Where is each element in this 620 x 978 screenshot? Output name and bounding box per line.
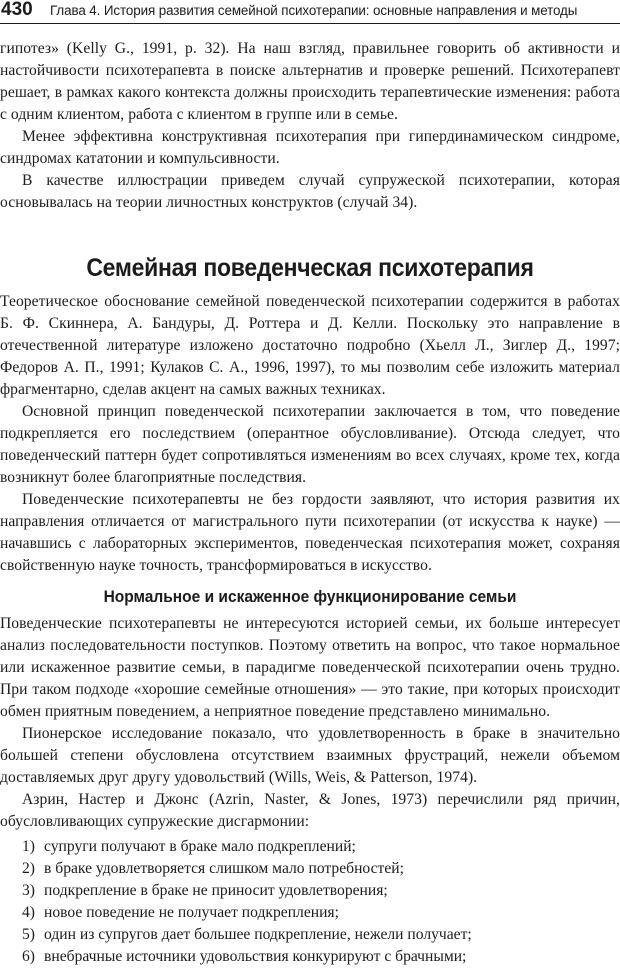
paragraph: Менее эффективна конструктивная психотерапия при гипердинамическом синдроме, синдромах кататонии и компульсивности.	[0, 128, 620, 167]
section-text	[0, 291, 620, 577]
list-item-text: новое поведение не получает подкрепления;	[44, 904, 339, 921]
paragraph: Теоретическое обоснование семейной поведенческой психотерапии содержится в работах Б. Ф. Скиннера, А. Бандуры, Д. Роттера и Д. Келли. Поскольку это направление в отечественной литературе изложено достаточно подробно (Хьелл Л., Зиглер Д., 1997; Федоров А. П., 1991; Кулаков С. А., 1996, 1997), то мы позволим себе изложить материал фрагментарно, сделав акцент на самых важных техниках.	[0, 293, 620, 398]
list-item	[0, 858, 620, 880]
paragraph: Основной принцип поведенческой психотерапии заключается в том, что поведение подкрепляется его последствием (оперантное обусловливание). Отсюда следует, что поведенческий паттерн будет сопротивляться изменениям во всех случаях, кроме тех, когда возникнут более благоприятные последствия.	[0, 403, 620, 486]
list-item-number: 2)	[22, 860, 35, 877]
list-item-number: 5)	[22, 926, 35, 943]
list-item-number: 1)	[22, 838, 35, 855]
paragraph: Поведенческие психотерапевты не интересуются историей семьи, их больше интересует анализ последовательности поступков. Поэтому ответить на вопрос, что такое нормальное или искаженное развитие семьи, в парадигме поведенческой психотерапии очень трудно. При таком подходе «хорошие семейные отношения» — это такие, при которых происходит обмен приятным поведением, а неприятное поведение представлено минимально.	[0, 615, 620, 720]
list-item	[0, 836, 620, 858]
list-item	[0, 946, 620, 968]
list-item-number: 4)	[22, 904, 35, 921]
list-item-number: 3)	[22, 882, 35, 899]
subsection-title: Нормальное и искаженное функционирование семьи	[103, 588, 517, 606]
paragraph: Азрин, Настер и Джонс (Azrin, Naster, & Jones, 1973) перечислили ряд причин, обусловливающих супружеские дисгармонии:	[0, 791, 620, 830]
paragraph: гипотез» (Kelly G., 1991, p. 32). На наш взгляд, правильнее говорить об активности и настойчивости психотерапевта в поиске альтернатив и проверке решений. Психотерапевт решает, в рамках какого контекста должны происходить терапевтические изменения: работа с одним клиентом, работа с клиентом в группе или в семье.	[0, 40, 620, 123]
running-head: Глава 4. История развития семейной психотерапии: основные направления и методы	[50, 3, 578, 18]
subsection-text	[0, 613, 620, 833]
causes-list	[0, 836, 620, 968]
intro-text	[0, 38, 620, 214]
list-item-text: внебрачные источники удовольствия конкурируют с брачными;	[44, 948, 467, 965]
list-item-text: супруги получают в браке мало подкреплений;	[44, 838, 356, 855]
list-item	[0, 902, 620, 924]
paragraph: В качестве иллюстрации приведем случай супружеской психотерапии, которая основывалась на теории личностных конструктов (случай 34).	[0, 172, 620, 211]
list-item-text: один из супругов дает большее подкрепление, нежели получает;	[44, 926, 472, 943]
paragraph: Поведенческие психотерапевты не без гордости заявляют, что история развития их направления отличается от магистрального пути психотерапии (от искусства к науке) — начавшись с лабораторных экспериментов, поведенческая психотерапия может, сохраняя свойственную науке точность, трансформироваться в искусство.	[0, 491, 620, 574]
paragraph: Пионерское исследование показало, что удовлетворенность в браке в значительно большей степени обусловлена отсутствием взаимных фрустраций, нежели объемом доставляемых друг другу удовольствий (Wills, Weis, & Patterson, 1974).	[0, 725, 620, 786]
list-item-text: в браке удовлетворяется слишком мало потребностей;	[44, 860, 404, 877]
list-item-text: подкрепление в браке не приносит удовлетворения;	[44, 882, 388, 899]
page-header	[0, 0, 620, 24]
page-number: 430	[1, 0, 33, 20]
section-title: Семейная поведенческая психотерапия	[86, 254, 534, 282]
list-item	[0, 924, 620, 946]
list-item-number: 6)	[22, 948, 35, 965]
header-rule	[0, 23, 620, 24]
list-item	[0, 880, 620, 902]
